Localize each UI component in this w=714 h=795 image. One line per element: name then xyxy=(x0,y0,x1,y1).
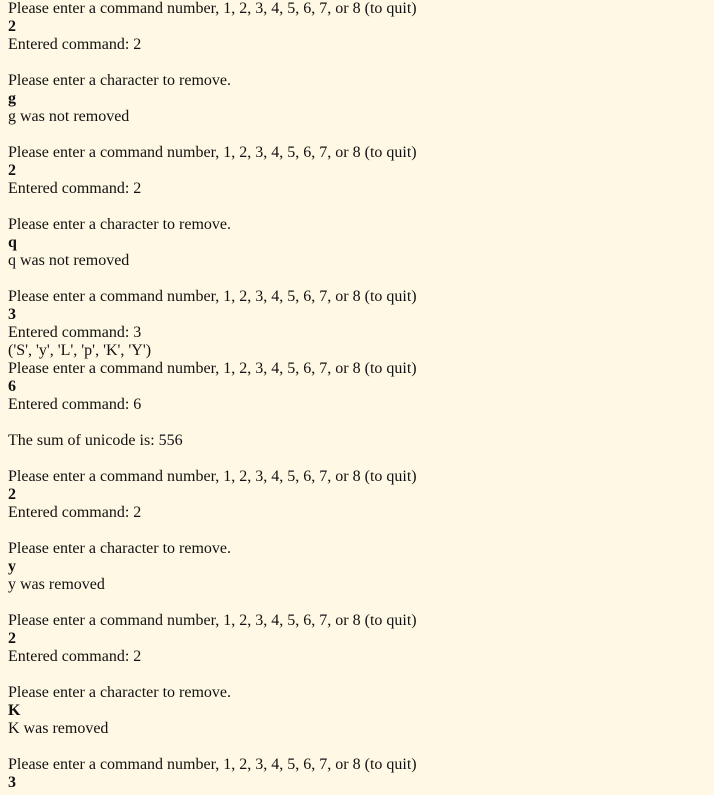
console-blank-line xyxy=(8,270,714,288)
console-output-line: Please enter a command number, 1, 2, 3, 4, 5, 6, 7, or 8 (to quit) xyxy=(8,360,417,377)
console-input-line: 2 xyxy=(8,162,16,179)
console-output-line: Entered command: 2 xyxy=(8,180,142,197)
console-output-line: q was not removed xyxy=(8,252,130,269)
console-input-line: 3 xyxy=(8,306,16,323)
console-input-line: K xyxy=(8,702,21,719)
console-input-line: g xyxy=(8,90,16,107)
console-blank-line xyxy=(8,522,714,540)
console-output-line: Please enter a command number, 1, 2, 3, 4, 5, 6, 7, or 8 (to quit) xyxy=(8,0,417,17)
console-output-line: Entered command: 2 xyxy=(8,504,142,521)
console-output-line: Please enter a command number, 1, 2, 3, 4, 5, 6, 7, or 8 (to quit) xyxy=(8,612,417,629)
console-blank-line xyxy=(8,54,714,72)
console-input-line: 2 xyxy=(8,630,16,647)
console-output-line: The sum of unicode is: 556 xyxy=(8,432,183,449)
console-output-line: Please enter a character to remove. xyxy=(8,72,231,89)
console-output-line: Entered command: 6 xyxy=(8,396,142,413)
console-blank-line xyxy=(8,414,714,432)
console-input-line: 2 xyxy=(8,486,16,503)
console-output-line: Please enter a command number, 1, 2, 3, 4, 5, 6, 7, or 8 (to quit) xyxy=(8,756,417,773)
console-input-line: y xyxy=(8,558,16,575)
console-output-line: Entered command: 3 xyxy=(8,324,142,341)
console-blank-line xyxy=(8,594,714,612)
console-output-line: ('S', 'y', 'L', 'p', 'K', 'Y') xyxy=(8,342,152,359)
console-output-line: Please enter a character to remove. xyxy=(8,216,231,233)
console-output-line: g was not removed xyxy=(8,108,130,125)
console-blank-line xyxy=(8,198,714,216)
console-output-line: Entered command: 2 xyxy=(8,36,142,53)
console-output-line: Please enter a character to remove. xyxy=(8,540,231,557)
console-input-line: 6 xyxy=(8,378,16,395)
console-output-line: K was removed xyxy=(8,720,109,737)
console-output-line: Entered command: 2 xyxy=(8,648,142,665)
console-output-line: Please enter a command number, 1, 2, 3, 4, 5, 6, 7, or 8 (to quit) xyxy=(8,468,417,485)
console-output-line: y was removed xyxy=(8,576,105,593)
console-blank-line xyxy=(8,666,714,684)
console-input-line: q xyxy=(8,234,17,251)
console-output-line: Please enter a command number, 1, 2, 3, 4, 5, 6, 7, or 8 (to quit) xyxy=(8,144,417,161)
console-blank-line xyxy=(8,450,714,468)
console-output-line: Please enter a command number, 1, 2, 3, 4, 5, 6, 7, or 8 (to quit) xyxy=(8,288,417,305)
console-output-line: Please enter a character to remove. xyxy=(8,684,231,701)
console-blank-line xyxy=(8,738,714,756)
console-input-line: 2 xyxy=(8,18,16,35)
console-blank-line xyxy=(8,126,714,144)
console-input-line: 3 xyxy=(8,774,16,791)
